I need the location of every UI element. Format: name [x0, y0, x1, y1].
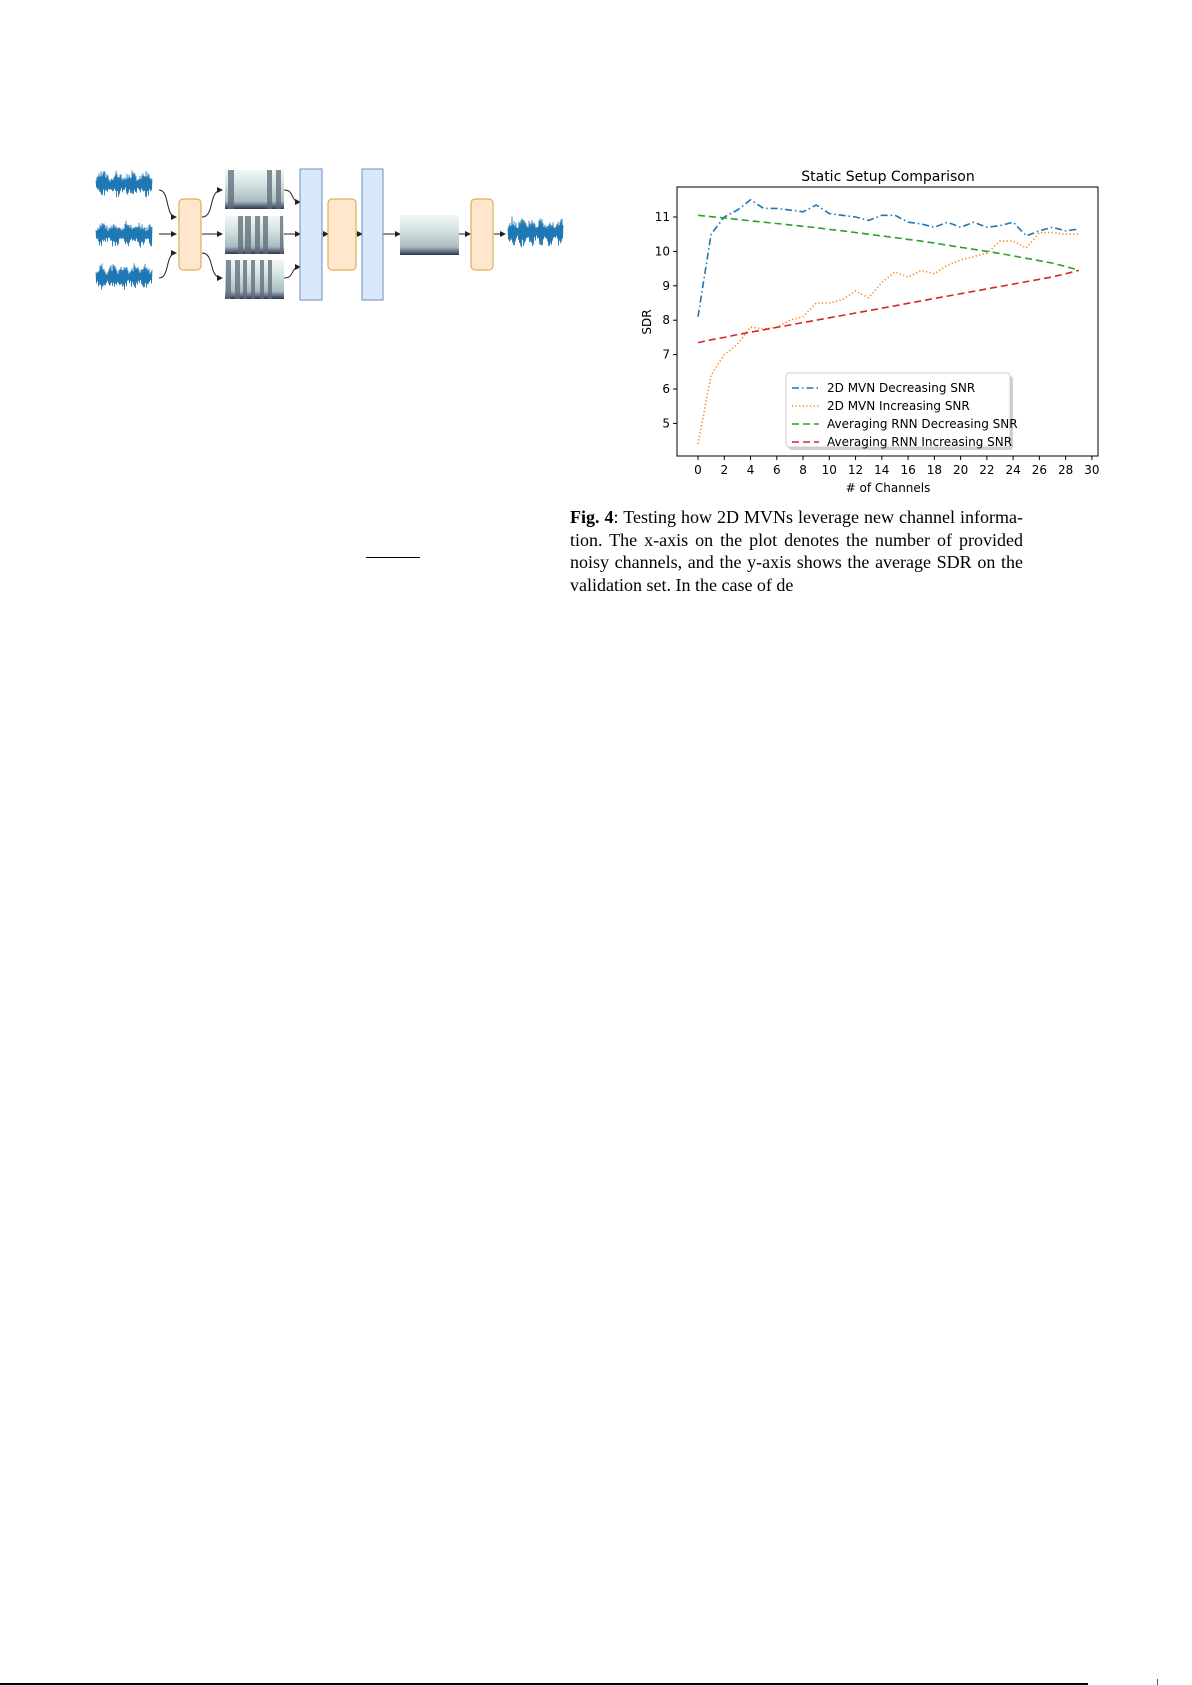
- y-axis-label: SDR: [640, 309, 654, 335]
- x-tick-label: 20: [952, 463, 969, 477]
- legend-label: 2D MVN Decreasing SNR: [827, 381, 976, 395]
- series-line-2d-mvn-decreasing-snr: [698, 200, 1079, 317]
- caption-label: Fig. 4: [570, 507, 614, 527]
- x-tick-label: 6: [772, 463, 781, 477]
- legend: [786, 373, 1018, 450]
- x-tick-label: 8: [799, 463, 807, 477]
- chart-title: Static Setup Comparison: [801, 169, 975, 185]
- x-tick-label: 26: [1031, 463, 1048, 477]
- static-setup-chart: [0, 0, 1192, 510]
- y-tick-label: 9: [662, 278, 670, 293]
- legend-label: Averaging RNN Decreasing SNR: [827, 417, 1018, 431]
- x-tick-label: 24: [1005, 463, 1021, 477]
- x-tick-label: 2: [720, 463, 729, 477]
- series-line-averaging-rnn-decreasing-snr: [698, 215, 1079, 270]
- footnote-rule: [366, 557, 420, 558]
- figure-caption: [570, 506, 1023, 596]
- y-tick-label: 5: [662, 416, 670, 431]
- y-tick-label: 7: [662, 347, 670, 362]
- x-tick-label: 30: [1084, 463, 1100, 477]
- caption-line: validation set. In the case of de: [570, 574, 794, 595]
- x-tick-label: 14: [874, 463, 890, 477]
- legend-label: Averaging RNN Increasing SNR: [827, 435, 1013, 449]
- series-line-averaging-rnn-increasing-snr: [698, 270, 1079, 342]
- x-tick-label: 16: [900, 463, 916, 477]
- y-tick-label: 8: [662, 313, 670, 328]
- page-bottom-mark: [1157, 1679, 1158, 1685]
- legend-label: 2D MVN Increasing SNR: [827, 399, 970, 413]
- caption-line: tion. The x-axis on the plot denotes the number of provided: [570, 529, 1023, 550]
- y-tick-label: 11: [654, 210, 670, 224]
- x-tick-label: 18: [926, 463, 942, 477]
- x-tick-label: 4: [746, 463, 755, 477]
- x-tick-label: 22: [979, 463, 995, 477]
- x-axis-label: # of Channels: [845, 481, 931, 495]
- x-tick-label: 12: [847, 463, 864, 477]
- caption-line: noisy channels, and the y-axis shows the average SDR on the: [570, 552, 1023, 573]
- x-tick-label: 28: [1057, 463, 1074, 477]
- x-tick-label: 10: [821, 463, 837, 477]
- y-tick-label: 10: [654, 244, 670, 259]
- caption-line: : Testing how 2D MVNs leverage new channel informa-: [613, 507, 1023, 527]
- y-tick-label: 6: [662, 382, 670, 396]
- x-tick-label: 0: [694, 463, 702, 477]
